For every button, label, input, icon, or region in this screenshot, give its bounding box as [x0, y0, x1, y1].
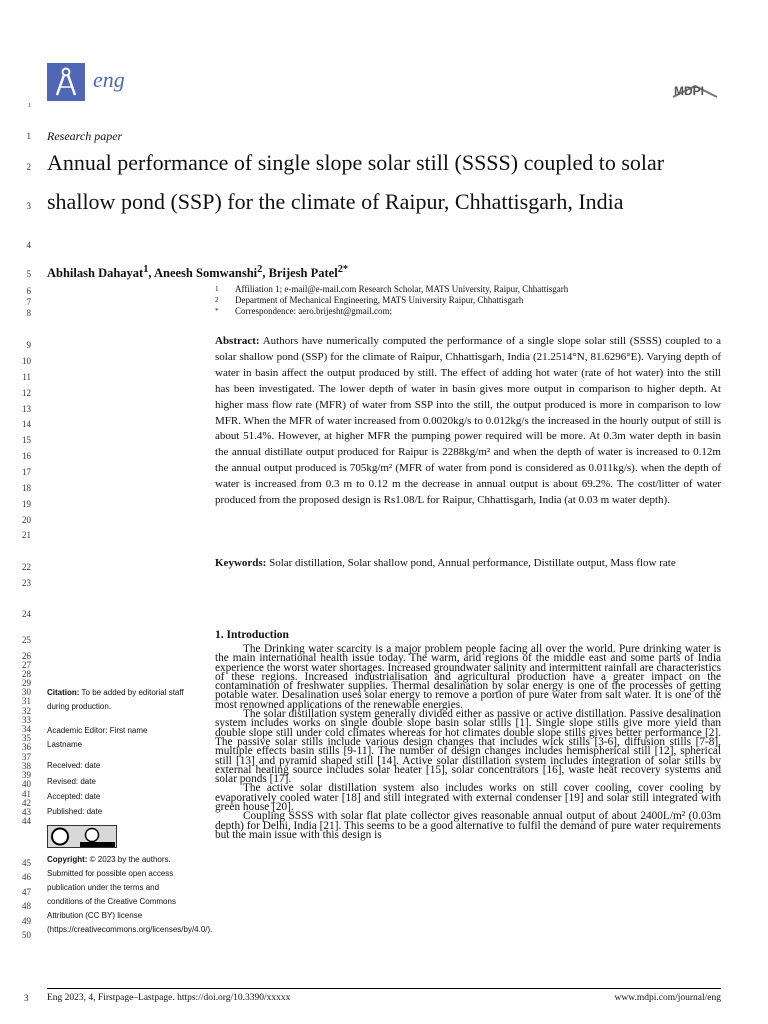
keywords-label: Keywords:: [215, 557, 267, 569]
footer-rule: [47, 988, 721, 989]
line-number: 32: [22, 706, 31, 716]
article-type: Research paper: [47, 129, 123, 143]
affiliation-text: Department of Mechanical Engineering, MATS University Raipur, Chhattisgarh: [235, 295, 524, 305]
line-number: 25: [22, 635, 31, 645]
affiliation-text: Affiliation 1; e-mail@e-mail.com Research Scholar, MATS University, Raipur, Chhattisgarh: [235, 284, 569, 294]
cc-by-icon: [48, 826, 116, 847]
affiliation-mark: 2: [215, 296, 219, 304]
correspondence: [215, 306, 725, 317]
page-number: 3: [24, 993, 29, 1003]
citation-label: Citation:: [47, 688, 80, 697]
line-number: 48: [22, 901, 31, 911]
body-paragraph: The Drinking water scarcity is a major problem people facing all over the world. Pure drinking water is the main international health issue today. The warm, arid regions of the middle east and some parts of India experience the worst water shortages. Increased groundwater salinity and intermittent rainfall are characteristics of these regions. Increased industrialisation and agricultural production have a greater impact on the contamination of freshwater supplies. Thermal desalination by solar energy is one of the processes of getting potable water. Desalination uses solar energy to remove a portion of pure water from salt water. It is one of the most renowned applications of the renewable energies.: [215, 643, 721, 711]
citation-note: [47, 686, 197, 714]
abstract-text: Authors have numerically computed the performance of a single slope solar still (SSSS) coupled to a solar shallow pond (SSP) for the climate of Raipur, Chhattisgarh, India (21.2514°N, 81.6296°E). Varying depth of water in basin affect the output produced by still. The effect of adding hot water (rate of hot water) into the still has been investigated. The lower depth of water in basin gives more output in comparison to higher depth. At higher mass flow rate (MFR) of water from SSP into the still, the output produced is more in comparison to low MFR. When the MFR of water increased from 0.0020kg/s to 0.012kg/s the increased in the hourly output of still is about 51.4%. However, at higher MFR the pumping power required will be more. At 0.3m water depth in basin the annual distillate output produced for Raipur is 2288kg/m² and when the depth of water is increased to 0.12m the annual output produced is 705kg/m² (MFR of water from pond is considered as 0.011kg/s). when the depth of water is increased from 0.3 m to 0.12 m the decrease in annual output is about 69.2%. The cost/litter of water produced from the proposed design is Rs1.08/L for Raipur, Chhattisgarh, India (at 0.03 m water depth).: [215, 335, 721, 507]
section-heading: 1. Introduction: [215, 629, 289, 641]
author-affil-mark: 1: [143, 264, 149, 275]
correspondence-mark: *: [215, 307, 219, 315]
line-number: 45: [22, 858, 31, 868]
affiliation: [215, 284, 725, 295]
line-number: 7: [26, 297, 31, 307]
keywords: [215, 556, 721, 572]
line-number: 35: [22, 733, 31, 743]
line-number: 15: [22, 435, 31, 445]
author-list: Abhilash Dahayat$^1$, Aneesh Somwanshi$^2$, Brijesh Patel$^{2*}$: [47, 264, 349, 281]
author-affil-mark: 2*: [337, 264, 349, 275]
line-number: 11: [22, 372, 31, 382]
line-number: 41: [22, 789, 31, 799]
published-date: Published: date: [47, 807, 103, 816]
body-paragraph: Coupling SSSS with solar flat plate collector gives reasonable annual output of about 2400L/m² (0.03m depth) for Delhi, India [21]. This seems to be a good alternative to fulfil the demand of pure water requirements but the main issue with this design is: [215, 810, 721, 841]
keywords-text: Solar distillation, Solar shallow pond, Annual performance, Distillate output, Mass flow rate: [269, 557, 676, 569]
section-body: [215, 645, 721, 840]
copyright-text: © 2023 by the authors. Submitted for possible open access publication under the terms and conditions of the Creative Commons Attribution (CC BY) license (https://creativecommons.org/licenses/by/4.0/).: [47, 855, 213, 934]
line-number: 37: [22, 752, 31, 762]
abstract-label: Abstract:: [215, 335, 260, 347]
copyright-notice: [47, 853, 213, 937]
article-title: Annual performance of single slope solar still (SSSS) coupled to solar shallow pond (SSP) for the climate of Raipur, Chhattisgarh, India: [47, 150, 665, 214]
author-affil-mark: 2: [257, 264, 263, 275]
revised-date: Revised: date: [47, 777, 96, 786]
line-number: 12: [22, 388, 31, 398]
footer-citation: Eng 2023, 4, Firstpage–Lastpage. https://doi.org/10.3390/xxxxx: [47, 993, 291, 1003]
affiliation-mark: 1: [215, 285, 219, 293]
line-number: 8: [26, 308, 31, 318]
line-number: 23: [22, 578, 31, 588]
cc-by-badge[interactable]: [47, 825, 117, 848]
author-name: Abhilash Dahayat: [47, 266, 144, 281]
line-number: 27: [22, 660, 31, 670]
line-number: 1: [26, 131, 31, 141]
citation-text: To be added by editorial staff during production.: [47, 688, 184, 711]
compass-icon: [47, 63, 85, 101]
line-number: 13: [22, 404, 31, 414]
publisher-name: MDPI: [674, 84, 704, 98]
journal-url[interactable]: www.mdpi.com/journal/eng: [614, 993, 721, 1003]
line-number: 47: [22, 887, 31, 897]
line-number: 24: [22, 609, 31, 619]
line-number: 9: [26, 340, 31, 350]
line-number: 43: [22, 807, 31, 817]
line-number: 5: [26, 269, 31, 279]
line-number: 28: [22, 669, 31, 679]
line-number: 42: [22, 798, 31, 808]
line-number: 19: [22, 499, 31, 509]
line-number: 26: [22, 651, 31, 661]
line-number: 33: [22, 715, 31, 725]
line-number: 30: [22, 687, 31, 697]
body-paragraph: The solar distillation system generally divided either as passive or active distillation. Passive desalination system includes works on single double slope basin solar stills [1]. Single slope stills give more yield than double slope still under cold climates whereas for hot climates double slope stills gives better performance [2]. The passive solar stills include various design changes that includes wick stills [3-6], diffusion stills [7-8], multiple effects basin stills [9-11]. The number of design changes includes hemispherical still [12], spherical still [13] and pyramid shaped still [14]. Active solar distillation system includes integration of solar stills by external heating source includes solar heater [15], solar concentrators [16], waste heat recovery systems and solar ponds [17].: [215, 708, 721, 786]
line-number: 31: [22, 696, 31, 706]
academic-editor: Academic Editor: First name Lastname: [47, 726, 148, 749]
copyright-label: Copyright:: [47, 855, 88, 864]
line-number: 44: [22, 816, 31, 826]
abstract: [215, 334, 721, 509]
journal-logo: [47, 63, 85, 101]
line-number: 21: [22, 530, 31, 540]
line-number: 18: [22, 483, 31, 493]
line-number: 39: [22, 770, 31, 780]
line-number: 20: [22, 515, 31, 525]
line-number: 22: [22, 562, 31, 572]
author-name: Brijesh Patel: [268, 266, 338, 281]
author-name: Aneesh Somwanshi: [153, 266, 258, 281]
line-number: 4: [26, 240, 31, 250]
line-number: 29: [22, 678, 31, 688]
body-paragraph: The active solar distillation system also includes works on still cover cooling, cover cooling by evaporatively cooled water [18] and still integrated with external condenser [19] and solar still integrated with green house [20].: [215, 782, 721, 814]
line-number: 10: [22, 356, 31, 366]
correspondence-text: Correspondence: aero.brijesht@gmail.com;: [235, 306, 392, 316]
line-number: 14: [22, 419, 31, 429]
line-number: 6: [26, 286, 31, 296]
affiliation: [215, 295, 725, 306]
line-number: 34: [22, 724, 31, 734]
accepted-date: Accepted: date: [47, 792, 101, 801]
line-number: 16: [22, 451, 31, 461]
line-number: 17: [22, 467, 31, 477]
received-date: Received: date: [47, 761, 101, 770]
line-number: 40: [22, 779, 31, 789]
line-number: 36: [22, 742, 31, 752]
line-number: 2: [26, 162, 31, 172]
line-number: 3: [26, 201, 31, 211]
line-number: 49: [22, 916, 31, 926]
line-number: 50: [22, 930, 31, 940]
journal-name: eng: [93, 67, 125, 92]
line-number-mark: 1: [28, 103, 31, 109]
line-number: 38: [22, 761, 31, 771]
line-number: 46: [22, 872, 31, 882]
